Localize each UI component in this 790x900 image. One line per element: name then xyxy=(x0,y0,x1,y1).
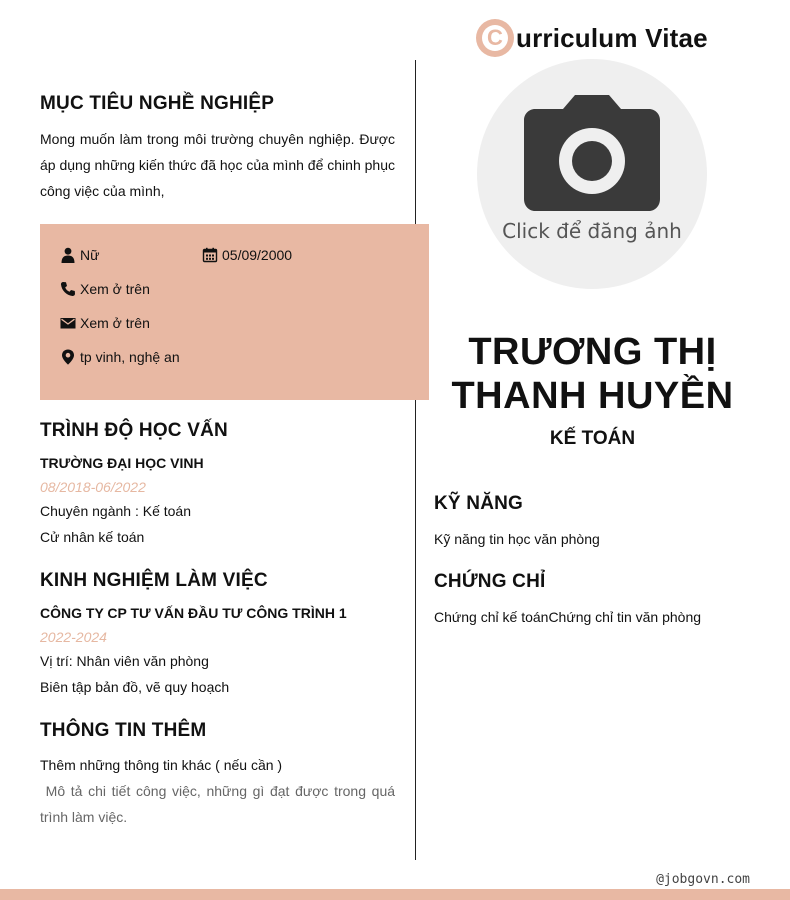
watermark: @jobgovn.com xyxy=(656,872,750,887)
phone-row[interactable] xyxy=(60,281,150,297)
calendar-icon xyxy=(202,247,218,263)
camera-icon xyxy=(523,93,661,213)
skills-text[interactable]: Kỹ năng tin học văn phòng xyxy=(434,531,600,547)
photo-upload[interactable] xyxy=(477,59,707,289)
gender-value: Nữ xyxy=(80,247,100,263)
experience-task[interactable]: Biên tập bản đồ, vẽ quy hoạch xyxy=(40,679,230,695)
footer-bar xyxy=(0,889,790,900)
person-icon xyxy=(60,247,76,263)
address-value: tp vinh, nghệ an xyxy=(80,349,180,365)
experience-title[interactable]: KINH NGHIỆM LÀM VIỆC xyxy=(40,570,268,591)
envelope-icon xyxy=(60,315,76,331)
extra-line1[interactable]: Thêm những thông tin khác ( nếu cần ) xyxy=(40,757,283,773)
experience-period[interactable]: 2022-2024 xyxy=(40,629,107,645)
education-major[interactable]: Chuyên ngành : Kế toán xyxy=(40,503,192,519)
education-school[interactable]: TRƯỜNG ĐẠI HỌC VINH xyxy=(40,455,204,471)
certificates-text[interactable]: Chứng chỉ kế toánChứng chỉ tin văn phòng xyxy=(434,609,702,625)
education-period[interactable]: 08/2018-06/2022 xyxy=(40,479,146,495)
email-row[interactable] xyxy=(60,315,150,331)
address-row[interactable] xyxy=(60,349,180,365)
name-line-1: TRƯƠNG THỊ xyxy=(468,331,717,373)
phone-value: Xem ở trên xyxy=(80,281,150,297)
gender-row[interactable] xyxy=(60,247,99,263)
job-title[interactable]: KẾ TOÁN xyxy=(549,428,636,449)
education-title[interactable]: TRÌNH ĐỘ HỌC VẤN xyxy=(40,420,228,441)
experience-position[interactable]: Vị trí: Nhân viên văn phòng xyxy=(40,653,209,669)
candidate-name[interactable] xyxy=(440,330,745,418)
experience-company[interactable]: CÔNG TY CP TƯ VẤN ĐẦU TƯ CÔNG TRÌNH 1 xyxy=(40,605,347,621)
name-line-2: THANH HUYỀN xyxy=(451,375,734,417)
personal-info-box xyxy=(40,224,429,400)
phone-icon xyxy=(60,281,76,297)
dob-row[interactable] xyxy=(202,247,292,263)
objective-title[interactable]: MỤC TIÊU NGHỀ NGHIỆP xyxy=(40,93,275,114)
column-divider xyxy=(415,60,416,860)
extra-title[interactable]: THÔNG TIN THÊM xyxy=(40,720,207,741)
map-pin-icon xyxy=(60,349,76,365)
skills-title[interactable]: KỸ NĂNG xyxy=(434,493,524,514)
objective-text[interactable]: Mong muốn làm trong môi trường chuyên nghiệp. Được áp dụng những kiến thức đã học của mình để chinh phục công việc của mình, xyxy=(40,131,395,199)
education-degree[interactable]: Cử nhân kế toán xyxy=(40,529,145,545)
cv-logo xyxy=(476,18,708,58)
logo-c-badge xyxy=(476,19,514,57)
logo-text: urriculum Vitae xyxy=(516,22,708,53)
email-value: Xem ở trên xyxy=(80,315,150,331)
extra-line2[interactable]: Mô tả chi tiết công việc, những gì đạt được trong quá trình làm việc. xyxy=(40,783,399,825)
dob-value: 05/09/2000 xyxy=(222,247,293,263)
logo-letter: C xyxy=(482,25,508,51)
certificates-title[interactable]: CHỨNG CHỈ xyxy=(434,571,546,592)
photo-caption: Click để đăng ảnh xyxy=(502,219,682,243)
